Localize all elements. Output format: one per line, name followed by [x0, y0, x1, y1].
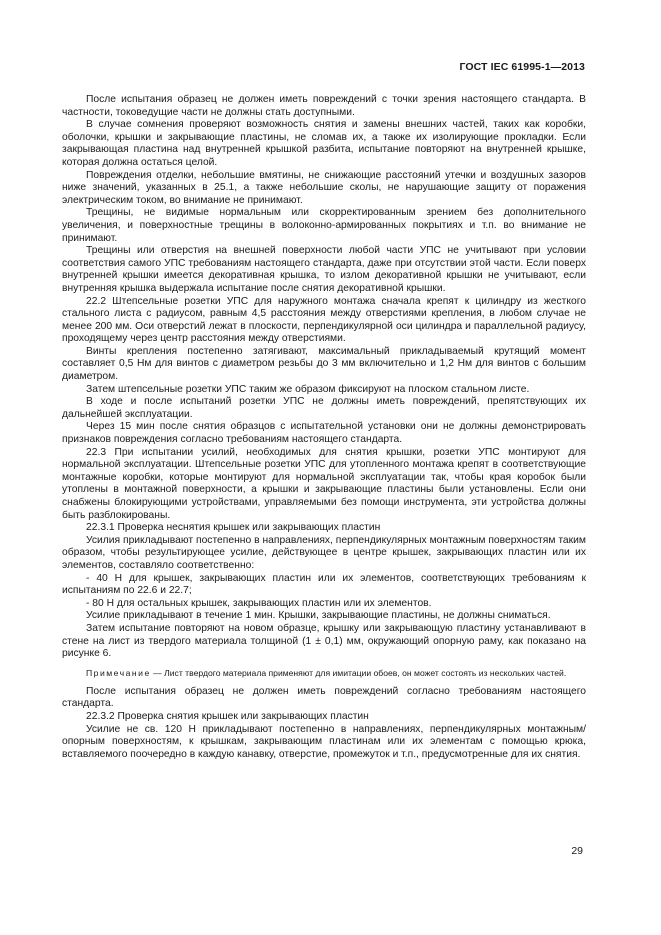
paragraph: Винты крепления постепенно затягивают, максимальный прикладываемый крутящий момент составляет 0,5 Нм для винтов с диаметром резьбы до 3 мм включительно и 1,2 Нм для винтов с большим диаметром.	[62, 345, 586, 383]
paragraph: Через 15 мин после снятия образцов с испытательной установки они не должны демонстрировать признаков повреждения согласно требованиям настоящего стандарта.	[62, 421, 586, 446]
paragraph-clause-22-3: 22.3 При испытании усилий, необходимых для снятия крышки, розетки УПС монтируют для нормальной эксплуатации. Штепсельные розетки УПС для утопленного монтажа крепят в соответствующие монтажные коробки, которые монтируют для нормальной эксплуатации так, чтобы края коробок были утоплены в монтажной поверхности, а крышки и закрывающие пластины были установлены. Если они снабжены блокирующими устройствами, управляемыми без помощи инструмента, эти устройства должны быть разблокированы.	[62, 446, 586, 521]
standard-header: ГОСТ IEC 61995-1—2013	[459, 61, 585, 73]
list-item: - 80 Н для остальных крышек, закрывающих пластин или их элементов.	[86, 597, 432, 609]
paragraph: Затем штепсельные розетки УПС таким же образом фиксируют на плоском стальном листе.	[86, 383, 530, 395]
paragraph: Усилия прикладывают постепенно в направлениях, перпендикулярных монтажным поверхностям таким образом, чтобы результирующее усилие, действующее в центре крышек, закрывающих пластин или их элементов, составляло соответственно:	[62, 534, 586, 571]
subclause-heading-22-3-2: 22.3.2 Проверка снятия крышек или закрывающих пластин	[86, 710, 369, 722]
note-text: — Лист твердого материала применяют для имитации обоев, он может состоять из нескольких частей.	[153, 667, 567, 678]
page-number: 29	[571, 845, 583, 857]
paragraph: В ходе и после испытаний розетки УПС не должны иметь повреждений, препятствующих их дальнейшей эксплуатации.	[62, 396, 586, 420]
paragraph: Затем испытание повторяют на новом образце, крышку или закрывающую пластину устанавливают в стене на лист из твердого материала толщиной (1 ± 0,1) мм, окружающий опорную раму, как показано на рисунке 6.	[62, 622, 586, 660]
paragraph: Трещины, не видимые нормальным или скорректированным зрением без дополнительного увеличения, и поверхностные трещины в волоконно-армированных покрытиях и т.п. во внимание не принимают.	[62, 207, 586, 244]
paragraph: После испытания образец не должен иметь повреждений согласно требованиям настоящего стандарта.	[62, 685, 586, 710]
paragraph-clause-22-2: 22.2 Штепсельные розетки УПС для наружного монтажа сначала крепят к цилиндру из жесткого стального листа с радиусом, равным 4,5 расстояния между отверстиями крепления, в любом случае не менее 200 мм. Оси отверстий лежат в плоскости, перпендикулярной оси цилиндра и параллельной радиусу, проходящему через центр расстояния между отверстиями.	[62, 295, 586, 345]
subclause-heading-22-3-1: 22.3.1 Проверка неснятия крышек или закрывающих пластин	[86, 522, 381, 534]
paragraph: После испытания образец не должен иметь повреждений с точки зрения настоящего стандарта. В частности, токоведущие части не должны стать доступными.	[62, 94, 586, 118]
paragraph: Трещины или отверстия на внешней поверхности любой части УПС не учитывают при условии соответствия самого УПС требованиям настоящего стандарта, даже при отсутствии этой части. Если поверх внутренней крышки имеется декоративная крышка, то излом декоративной крышки не учитывают, если внутренняя крышка выдержала испытание после снятия декоративной крышки.	[62, 245, 586, 294]
paragraph: Усилие прикладывают в течение 1 мин. Крышки, закрывающие пластины, не должны сниматься.	[86, 610, 551, 622]
paragraph: В случае сомнения проверяют возможность снятия и замены внешних частей, таких как коробки, оболочки, крышки и закрывающие пластины, не сломав их, а также их изолирующие прокладки. Если закрывающая пластина над внутренней крышкой разбита, испытание повторяют на внутренней крышке, которая должна остаться целой.	[62, 119, 586, 168]
paragraph: Усилие не св. 120 Н прикладывают постепенно в направлениях, перпендикулярных монтажным/опорным поверхностям, к крышкам, закрывающим пластинам или их элементам с помощью крюка, вставляемого поочередно в каждую канавку, отверстие, промежуток и т.п., предусмотренные для их снятия.	[62, 723, 586, 760]
note	[62, 667, 586, 680]
body-text	[62, 94, 586, 761]
list-item: - 40 Н для крышек, закрывающих пластин или их элементов, соответствующих требованиям к испытаниям по 22.6 и 22.7;	[62, 572, 586, 597]
note-label: Примечание	[86, 667, 151, 678]
paragraph: Повреждения отделки, небольшие вмятины, не снижающие расстояний утечки и воздушных зазоров ниже значений, указанных в 25.1, а также небольшие сколы, не нарушающие защиту от поражения электрическим током, во внимание не принимают.	[62, 169, 586, 206]
